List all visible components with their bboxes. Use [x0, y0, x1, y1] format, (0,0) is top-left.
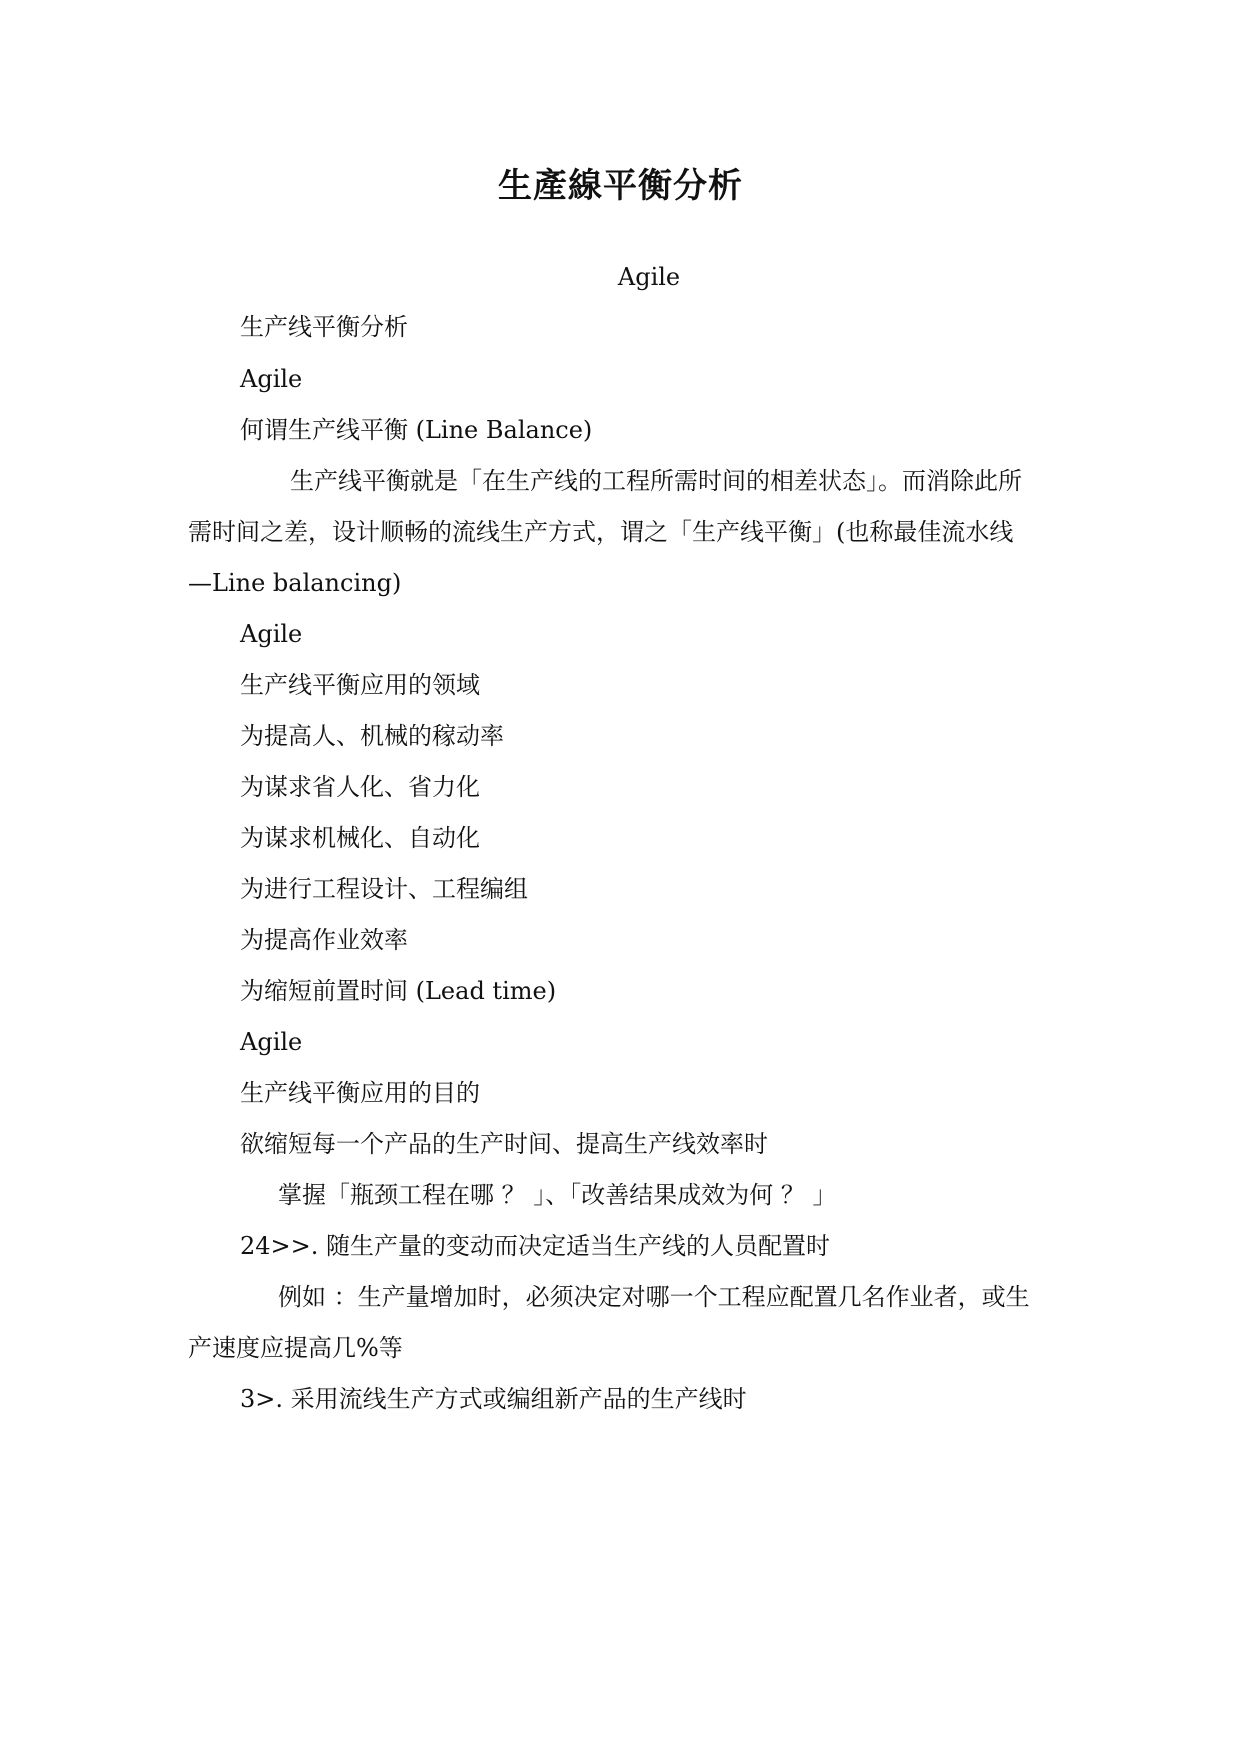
paragraph-example-line-1: 例如 ：生产量增加时，必须决定对哪一个工程应配置几名作业者，或生 — [278, 1283, 1030, 1311]
paragraph-definition-line-2: 需时间之差，设计顺畅的流线生产方式，谓之「生产线平衡」(也称最佳流水线 — [188, 518, 1014, 546]
subtitle-agile: Agile — [617, 263, 681, 291]
list-item: 为谋求机械化、自动化 — [240, 824, 480, 852]
agile-label: Agile — [240, 620, 303, 648]
document-title: 生產線平衡分析 — [498, 166, 743, 206]
list-item: 为进行工程设计、工程编组 — [240, 875, 528, 903]
list-item: 24>>. 随生产量的变动而决定适当生产线的人员配置时 — [240, 1232, 831, 1260]
agile-label: Agile — [240, 365, 303, 393]
heading-what-is-line-balance: 何谓生产线平衡 (Line Balance) — [240, 416, 593, 444]
paragraph-definition-line-1: 生产线平衡就是「在生产线的工程所需时间的相差状态」。而消除此所 — [290, 467, 1022, 495]
agile-label: Agile — [240, 1028, 303, 1056]
list-item: 为提高人、机械的稼动率 — [240, 722, 504, 750]
list-item: 欲缩短每一个产品的生产时间、提高生产线效率时 — [240, 1130, 768, 1158]
list-item: 3>. 采用流线生产方式或编组新产品的生产线时 — [240, 1385, 747, 1413]
paragraph-definition-line-3: —Line balancing) — [188, 569, 402, 597]
heading-application-purpose: 生产线平衡应用的目的 — [240, 1079, 480, 1107]
list-item: 为提高作业效率 — [240, 926, 408, 954]
heading-application-fields: 生产线平衡应用的领域 — [240, 671, 480, 699]
heading-line-balance-analysis: 生产线平衡分析 — [240, 313, 408, 341]
list-item: 为缩短前置时间 (Lead time) — [240, 977, 557, 1005]
list-item: 掌握「瓶颈工程在哪 ？ 」、「改善结果成效为何 ？ 」 — [278, 1181, 837, 1209]
list-item: 为谋求省人化、省力化 — [240, 773, 480, 801]
paragraph-example-line-2: 产速度应提高几%等 — [188, 1334, 403, 1362]
